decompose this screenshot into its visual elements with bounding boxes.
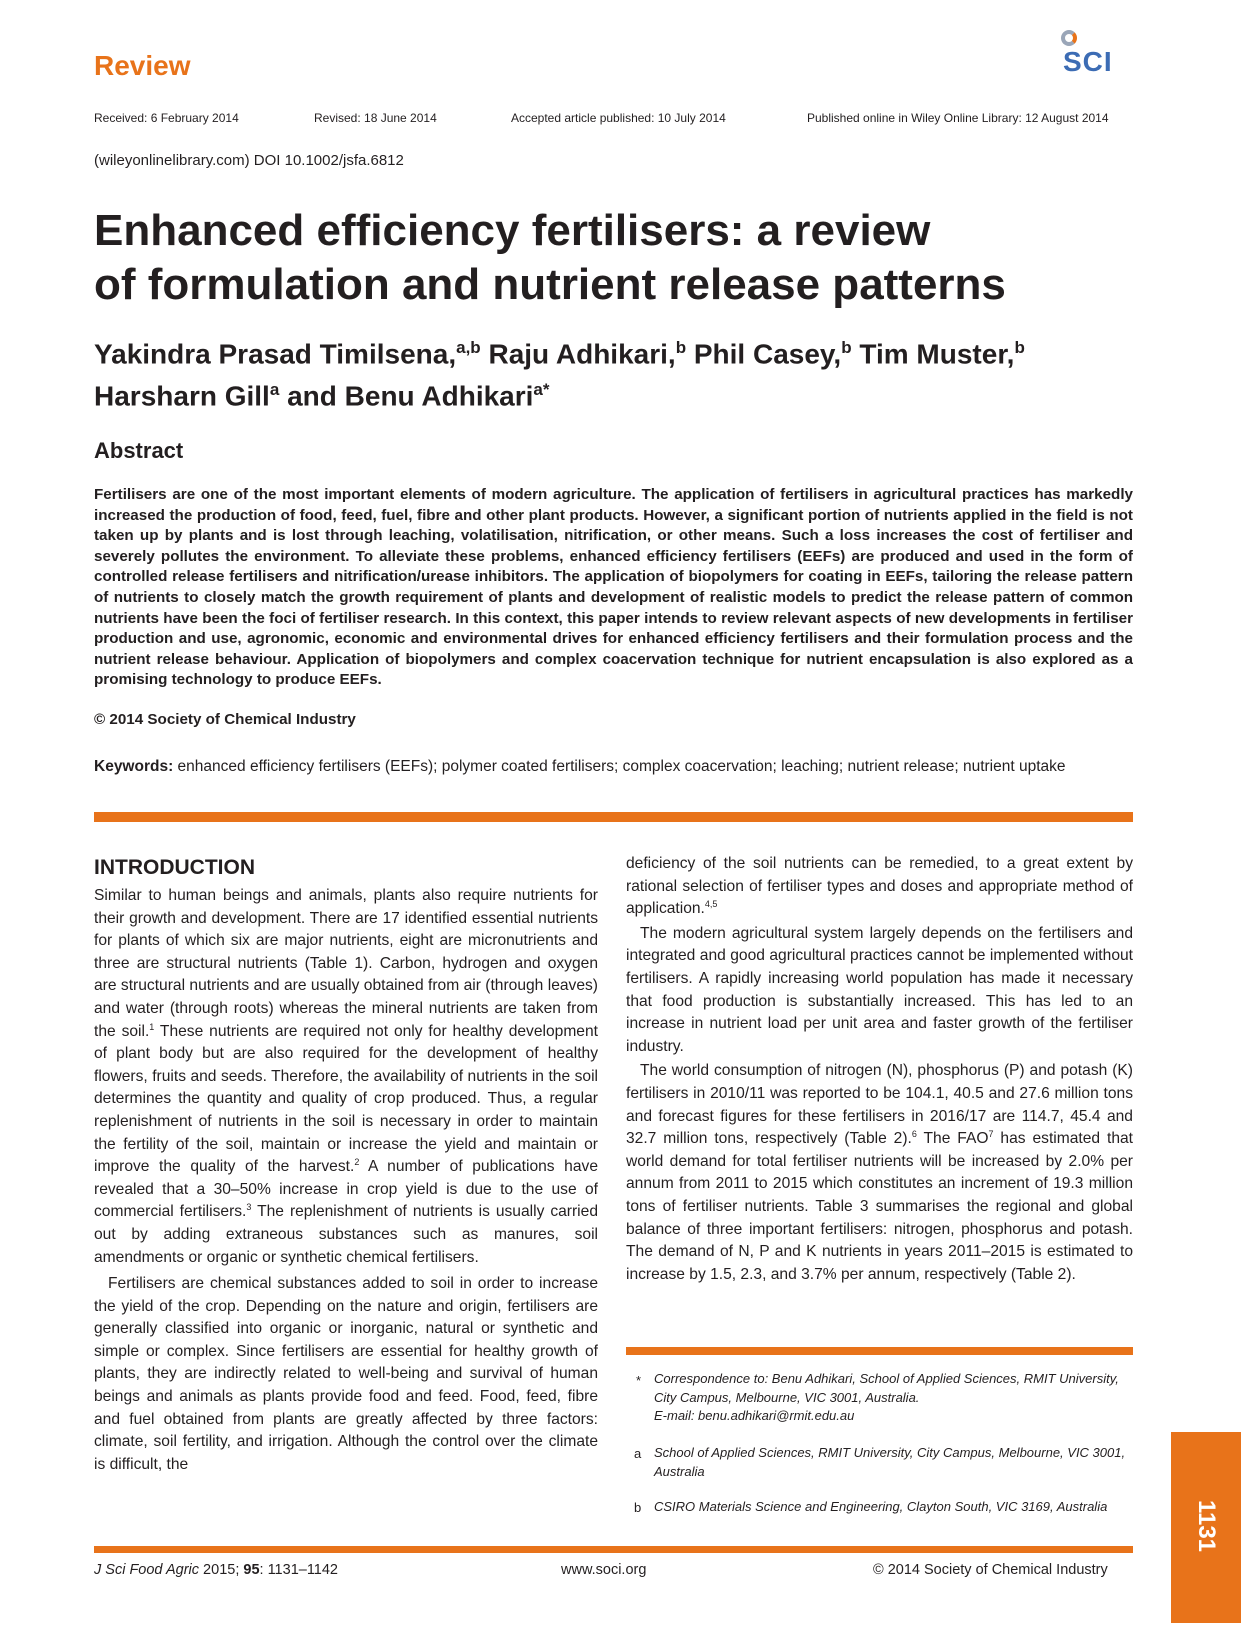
footer-divider: [94, 1546, 1133, 1553]
footnote-affiliation-b: [654, 1498, 1134, 1517]
text-run: These nutrients are required not only for healthy development of plant body but are also required for the development of healthy flowers, fruits and seeds. Therefore, the availability of nutrients in the soil determines the quantity and quality of crop produced. Thus, a regular replenishment of nutrients in the soil is necessary in order to maintain the fertility of the soil, maintain or increase the yield and maintain or improve the quality of the harvest.: [94, 1022, 598, 1176]
article-title: [94, 204, 1094, 312]
section-label: Review: [94, 50, 191, 81]
footnote-mark: *: [636, 1373, 642, 1388]
keywords-list: enhanced efficiency fertilisers (EEFs); polymer coated fertilisers; complex coacervation; leaching; nutrient release; nutrient uptake: [173, 758, 1066, 775]
paragraph: [626, 1060, 1133, 1286]
footnote-line: Australia: [654, 1463, 705, 1479]
volume: 95: [243, 1562, 260, 1578]
author-list: [94, 330, 1134, 415]
text-run: 2015;: [199, 1562, 244, 1578]
page-number: 1131: [1193, 1499, 1220, 1553]
published-date: Published online in Wiley Online Library: 12 August 2014: [807, 111, 1109, 125]
paragraph: [94, 885, 598, 1269]
citation: 1: [149, 1021, 155, 1032]
text-run: deficiency of the soil nutrients can be remedied, to a great extent by rational selection of fertiliser types and doses and appropriate method of application.: [626, 855, 1133, 918]
abstract-copyright: © 2014 Society of Chemical Industry: [94, 711, 356, 728]
footnote-correspondence: [654, 1370, 1134, 1426]
author-name: Harsharn Gill: [94, 380, 270, 412]
author-name: Phil Casey,: [686, 338, 842, 370]
page-number-tab: [1171, 1432, 1241, 1623]
footnote-line: City Campus, Melbourne, VIC 3001, Australia.: [654, 1389, 920, 1405]
text-run: The replenishment of nutrients is usually carried out by adding extraneous substances such as manures, soil amendments or organic or synthetic chemical fertilisers.: [94, 1203, 598, 1266]
text-run: The FAO: [916, 1130, 989, 1148]
title-line-2: of formulation and nutrient release patterns: [94, 260, 1006, 309]
text-run: A number of publications have revealed that a 30–50% increase in crop yield is due to the use of commercial fertilisers.: [94, 1158, 598, 1221]
author-affiliation: b: [841, 338, 852, 357]
footnote-line: E-mail: benu.adhikari@rmit.edu.au: [654, 1408, 855, 1423]
author-name: Tim Muster,: [851, 338, 1015, 370]
text-run: has estimated that world demand for total fertiliser nutrients will be increased by 2.0% per annum from 2011 to 2015 which constitutes an increment of 19.3 million tons of fertiliser nutrients. Table 3 summarises the regional and global balance of three important fertilisers: nitrogen, phosphorus and potash. The demand of N, P and K nutrients in years 2011–2015 is estimated to increase by 1.5, 2.3, and 3.7% per annum, respectively (Table 2).: [626, 1130, 1134, 1283]
footnote-line: Correspondence to: Benu Adhikari, School of Applied Sciences, RMIT University,: [654, 1371, 1119, 1386]
logo-ring-icon: [1061, 30, 1077, 46]
text-run: The world consumption of nitrogen (N), phosphorus (P) and potash (K) fertilisers in 2010/11 was reported to be 104.1, 40.5 and 27.6 million tons and forecast figures for these fertilisers in 2016/17 are 114.7, 45.4 and 32.7 million tons, respectively (Table 2).: [626, 1062, 1133, 1148]
footnote-affiliation-a: [654, 1444, 1134, 1481]
sci-logo: [1055, 30, 1141, 82]
citation: 6: [911, 1128, 917, 1139]
author-affiliation: a: [269, 380, 280, 400]
section-divider: [94, 812, 1133, 822]
citation: 3: [246, 1202, 252, 1213]
author-name: and Benu Adhikari: [279, 380, 534, 412]
received-date: Received: 6 February 2014: [94, 111, 239, 125]
author-affiliation: a,b: [456, 338, 481, 357]
paragraph: [626, 853, 1133, 921]
author-affiliation: b: [1014, 338, 1025, 357]
author-affiliation: b: [675, 338, 687, 357]
journal-name: J Sci Food Agric: [94, 1562, 200, 1578]
left-column: [94, 885, 598, 1476]
text-run: Similar to human beings and animals, plants also require nutrients for their growth and development. There are 17 identified essential nutrients for plants of which six are major nutrients, eight are micronutrients and three are structural nutrients (Table 1). Carbon, hydrogen and oxygen are structural nutrients and are usually obtained from air (through leaves) and water (through roots) whereas the mineral nutrients are taken from the soil.: [94, 887, 598, 1040]
accepted-date: Accepted article published: 10 July 2014: [511, 111, 726, 125]
footnote-mark: a: [634, 1446, 642, 1461]
footnote-line: CSIRO Materials Science and Engineering, Clayton South, VIC 3169, Australia: [654, 1499, 1108, 1514]
footnote-line: School of Applied Sciences, RMIT University, City Campus, Melbourne, VIC 3001,: [654, 1445, 1126, 1460]
paragraph: Fertilisers are chemical substances added to soil in order to increase the yield of the crop. Depending on the nature and origin, fertilisers are generally classified into organic or inorganic, natural or synthetic and simple or complex. Since fertilisers are essential for healthy growth of plants, they are indirectly related to well-being and survival of human beings and animals as plants provide food and feed. Food, feed, fibre and fuel obtained from plants are greatly affected by three factors: climate, soil fertility, and irrigation. Although the control over the climate is difficult, the: [94, 1275, 598, 1473]
doi: (wileyonlinelibrary.com) DOI 10.1002/jsfa.6812: [94, 152, 404, 169]
pages: : 1131–1142: [259, 1562, 338, 1578]
citation: 2: [354, 1156, 360, 1167]
keywords-label: Keywords:: [94, 758, 174, 775]
citation: 4,5: [704, 899, 718, 909]
website-link[interactable]: www.soci.org: [561, 1562, 647, 1578]
author-affiliation: a*: [533, 380, 550, 400]
paragraph: The modern agricultural system largely depends on the fertilisers and integrated and good agricultural practices cannot be implemented without fertilisers. A rapidly increasing world population has made it necessary that food production is substantially increased. This has led to an increase in nutrient load per unit area and faster growth of the fertiliser industry.: [626, 924, 1133, 1055]
author-name: Raju Adhikari,: [480, 338, 676, 370]
footer-copyright: © 2014 Society of Chemical Industry: [873, 1562, 1108, 1578]
right-column: [626, 853, 1133, 1286]
citation: 7: [988, 1128, 994, 1139]
keywords: [94, 756, 1133, 777]
abstract-heading: Abstract: [94, 438, 184, 463]
footnote-mark: b: [634, 1500, 642, 1515]
footnote-divider: [626, 1347, 1133, 1355]
title-line-1: Enhanced efficiency fertilisers: a review: [94, 206, 931, 255]
author-name: Yakindra Prasad Timilsena,: [94, 338, 457, 370]
revised-date: Revised: 18 June 2014: [314, 111, 437, 125]
logo-text: SCI: [1063, 46, 1113, 77]
introduction-heading: INTRODUCTION: [94, 856, 255, 879]
journal-citation: [94, 1562, 338, 1578]
abstract-text: Fertilisers are one of the most important elements of modern agriculture. The application of fertilisers in agricultural practices has markedly increased the production of food, feed, fuel, fibre and other plant products. However, a significant portion of nutrients applied in the field is not taken up by plants and is lost through leaching, volatilisation, nitrification, or other means. Such a loss increases the cost of fertiliser and severely pollutes the environment. To alleviate these problems, enhanced efficiency fertilisers (EEFs) are produced and used in the form of controlled release fertilisers and nitrification/urease inhibitors. The application of biopolymers for coating in EEFs, tailoring the release pattern of nutrients to closely match the growth requirement of plants and development of realistic models to predict the release pattern of common nutrients have been the foci of fertiliser research. In this context, this paper intends to review relevant aspects of new developments in fertiliser production and use, agronomic, economic and environmental drives for enhanced efficiency fertilisers and their formulation process and the nutrient release behaviour. Application of biopolymers and complex coacervation technique for nutrient encapsulation is also explored as a promising technology to produce EEFs.: [94, 486, 1133, 689]
